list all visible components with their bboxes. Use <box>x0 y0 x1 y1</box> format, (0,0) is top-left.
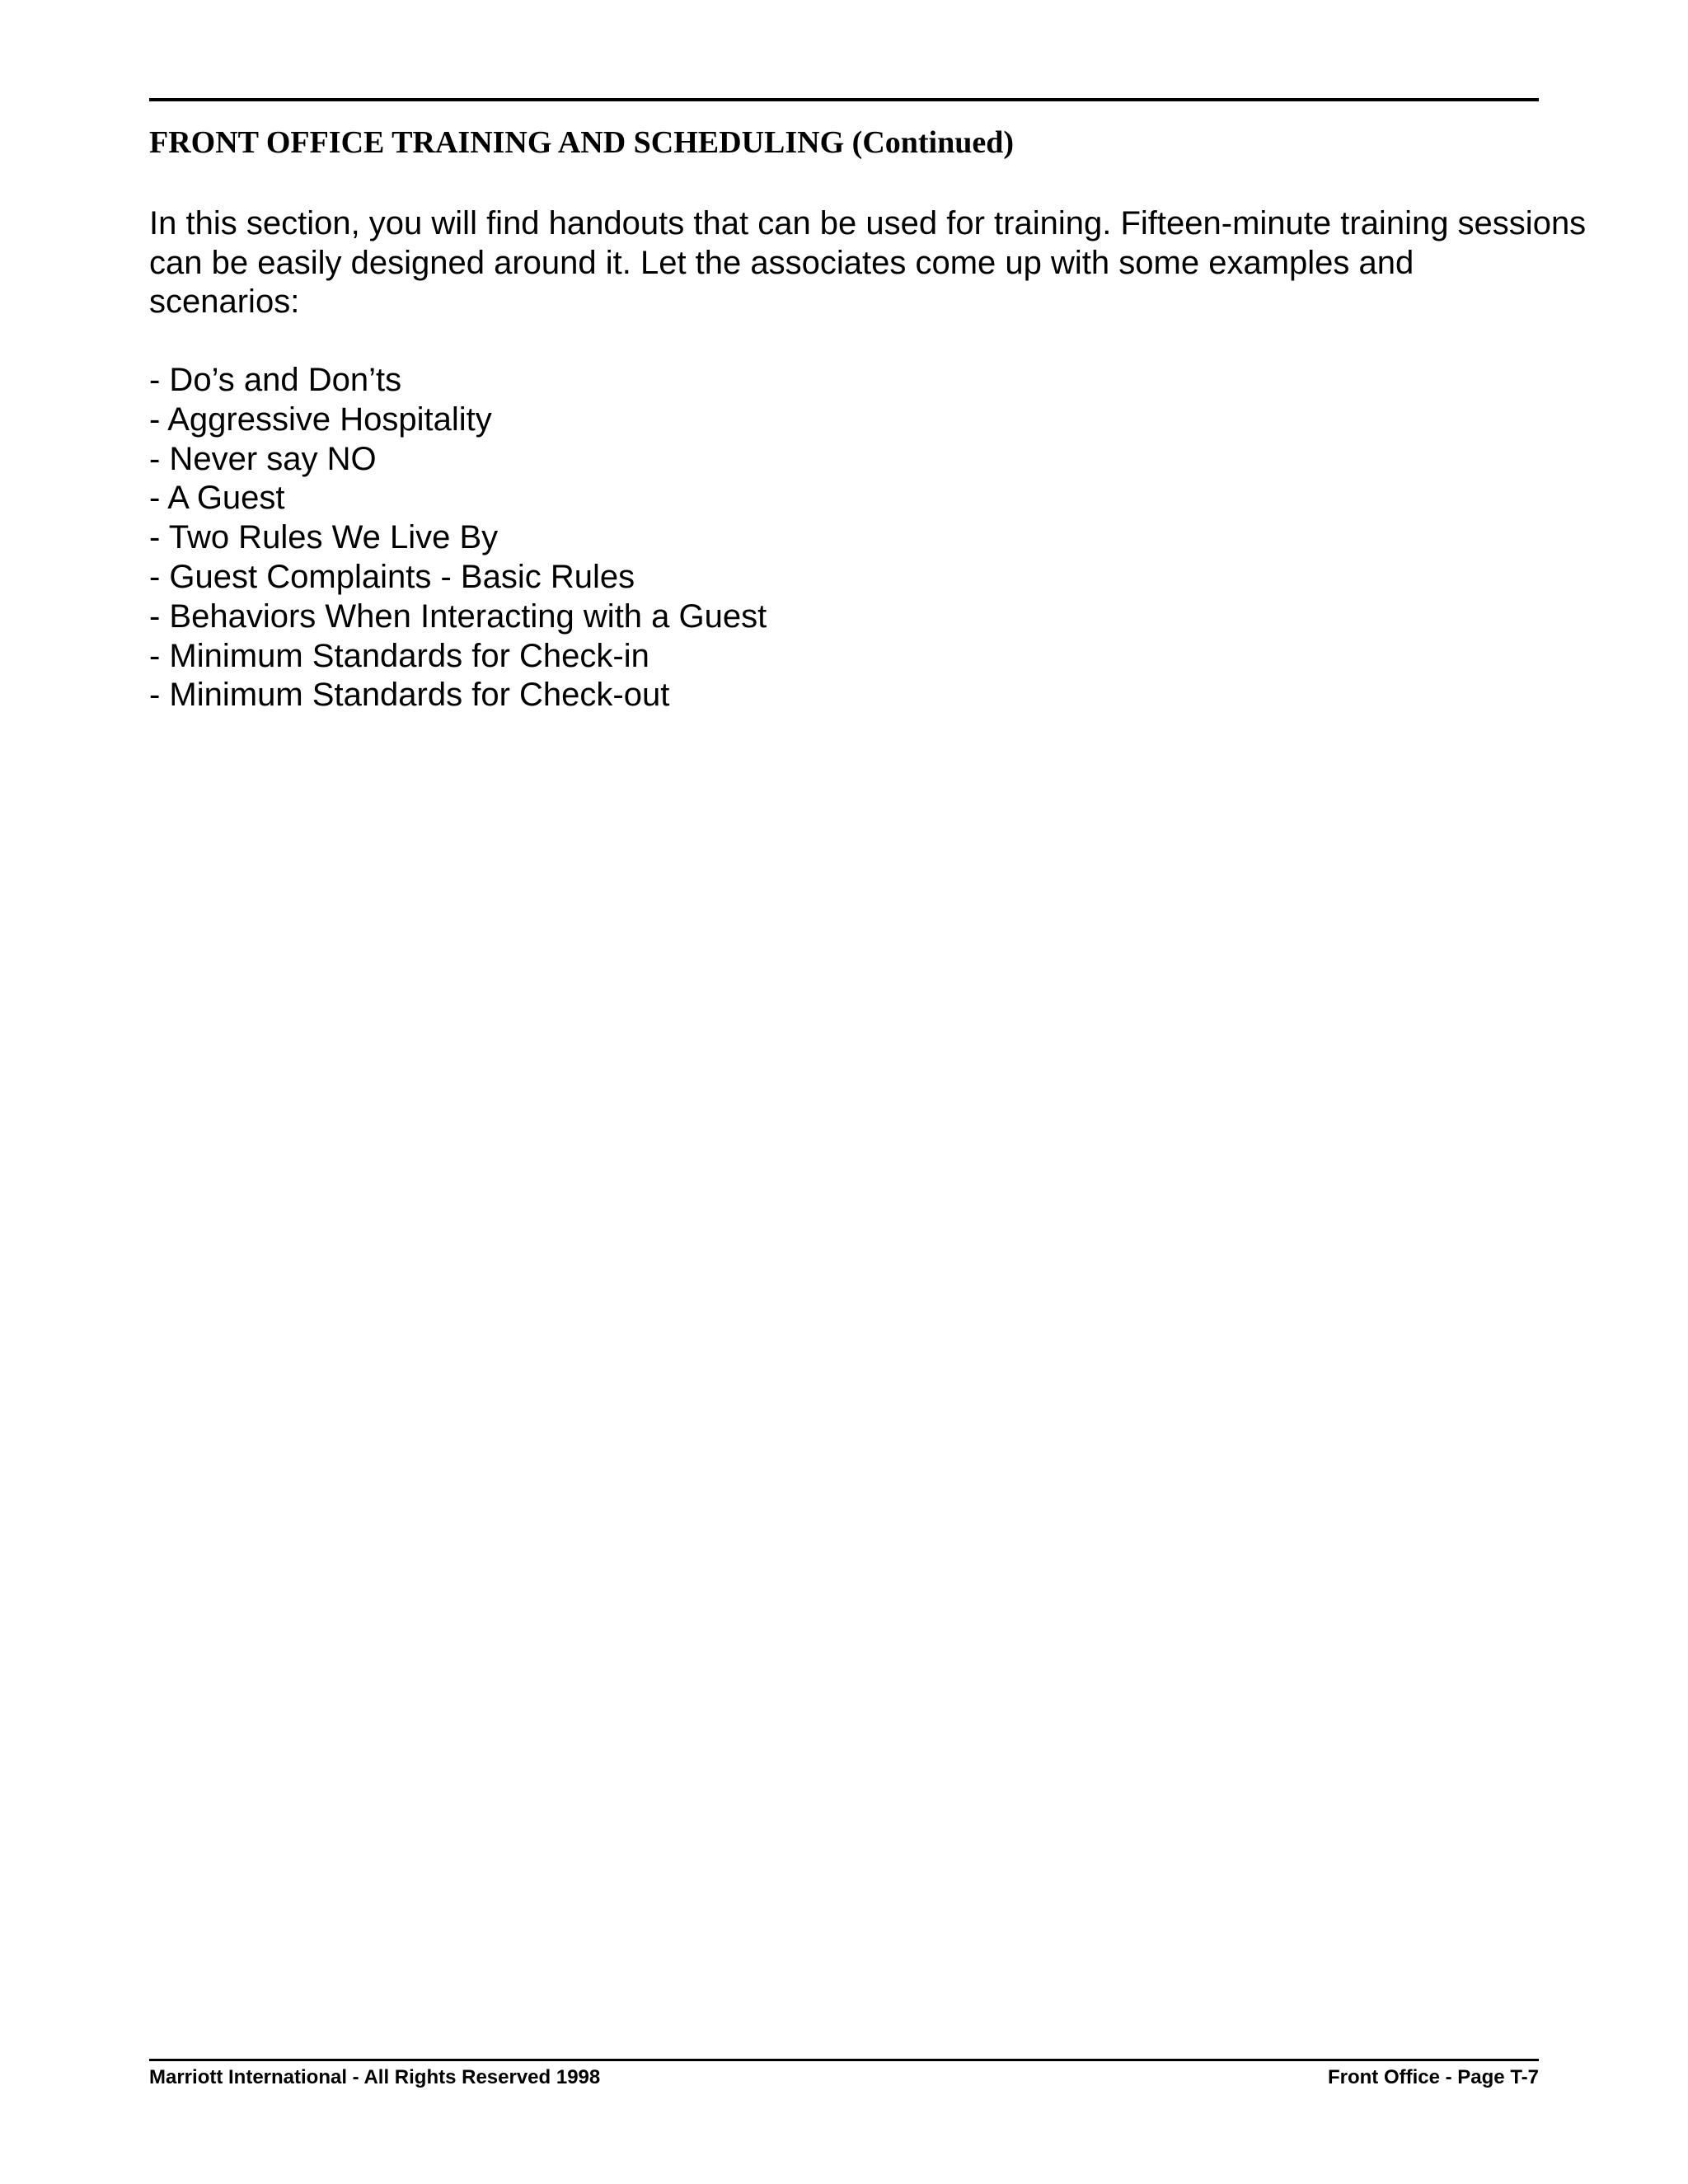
footer-copyright: Marriott International - All Rights Reserved 1998 <box>149 2066 601 2088</box>
handout-list <box>149 361 767 715</box>
top-divider <box>149 98 1539 101</box>
handout-item: - Guest Complaints - Basic Rules <box>149 558 635 595</box>
footer-divider <box>149 2059 1539 2061</box>
handout-item: - A Guest <box>149 480 285 517</box>
intro-line: In this section, you will find handouts that can be used for training. Fifteen-minute training sessions <box>149 205 1587 241</box>
handout-item: - Do’s and Don’ts <box>149 362 402 398</box>
intro-line: scenarios: <box>149 284 300 320</box>
intro-line: can be easily designed around it. Let the associates come up with some examples and <box>149 244 1414 281</box>
intro-paragraph <box>149 204 1587 322</box>
handout-item: - Minimum Standards for Check-in <box>149 637 649 674</box>
section-title: FRONT OFFICE TRAINING AND SCHEDULING (Continued) <box>149 125 1015 160</box>
handout-item: - Aggressive Hospitality <box>149 401 492 438</box>
footer-page-number: Front Office - Page T-7 <box>1327 2066 1539 2088</box>
handout-item: - Two Rules We Live By <box>149 519 499 556</box>
handout-item: - Behaviors When Interacting with a Guest <box>149 598 767 635</box>
handout-item: - Minimum Standards for Check-out <box>149 677 670 714</box>
handout-item: - Never say NO <box>149 440 377 477</box>
